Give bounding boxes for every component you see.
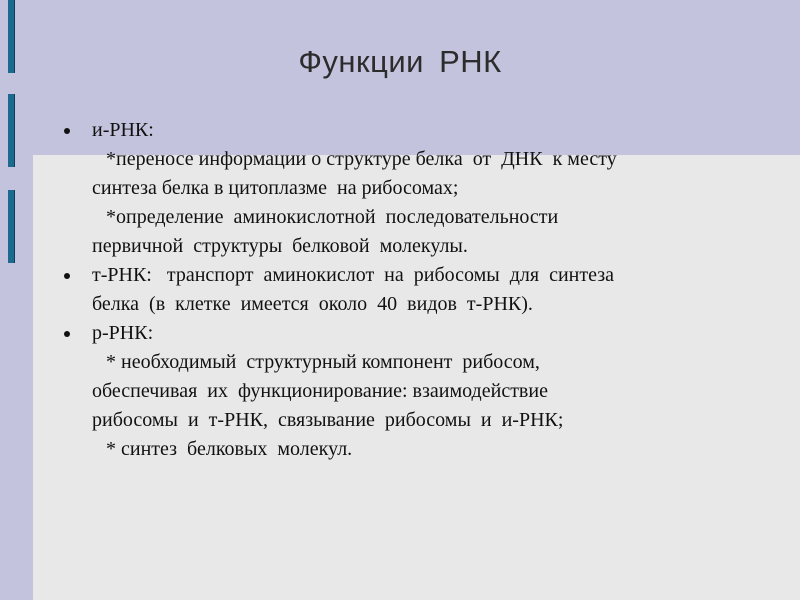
item-line: обеспечивая их функционирование: взаимодействие: [92, 380, 548, 402]
list-item-trna: [64, 261, 736, 319]
bullet-icon: [64, 331, 70, 337]
list-item-rrna: [64, 319, 736, 464]
item-line: рибосомы и т-РНК, связывание рибосомы и и-РНК;: [92, 409, 564, 431]
left-margin-background: [0, 155, 33, 600]
bullet-list: [64, 116, 736, 464]
slide-title: Функции РНК: [298, 44, 502, 79]
item-line: первичной структуры белковой молекулы.: [92, 235, 468, 257]
decorative-bar: [8, 190, 15, 263]
bullet-icon: [64, 128, 70, 134]
item-line: *переносе информации о структуре белка от ДНК к месту: [106, 148, 617, 170]
item-line: * синтез белковых молекул.: [106, 438, 353, 460]
item-line: синтеза белка в цитоплазме на рибосомах;: [92, 177, 459, 199]
decorative-bar: [8, 94, 15, 167]
item-line: * необходимый структурный компонент рибосом,: [106, 351, 540, 373]
item-heading: р-РНК:: [92, 322, 154, 344]
item-line: белка (в клетке имеется около 40 видов т-РНК).: [92, 293, 533, 315]
bullet-icon: [64, 273, 70, 279]
list-item-mrna: [64, 116, 736, 261]
item-heading: и-РНК:: [92, 119, 154, 141]
item-line: *определение аминокислотной последовательности: [106, 206, 559, 228]
item-line: т-РНК: транспорт аминокислот на рибосомы для синтеза: [92, 264, 615, 286]
